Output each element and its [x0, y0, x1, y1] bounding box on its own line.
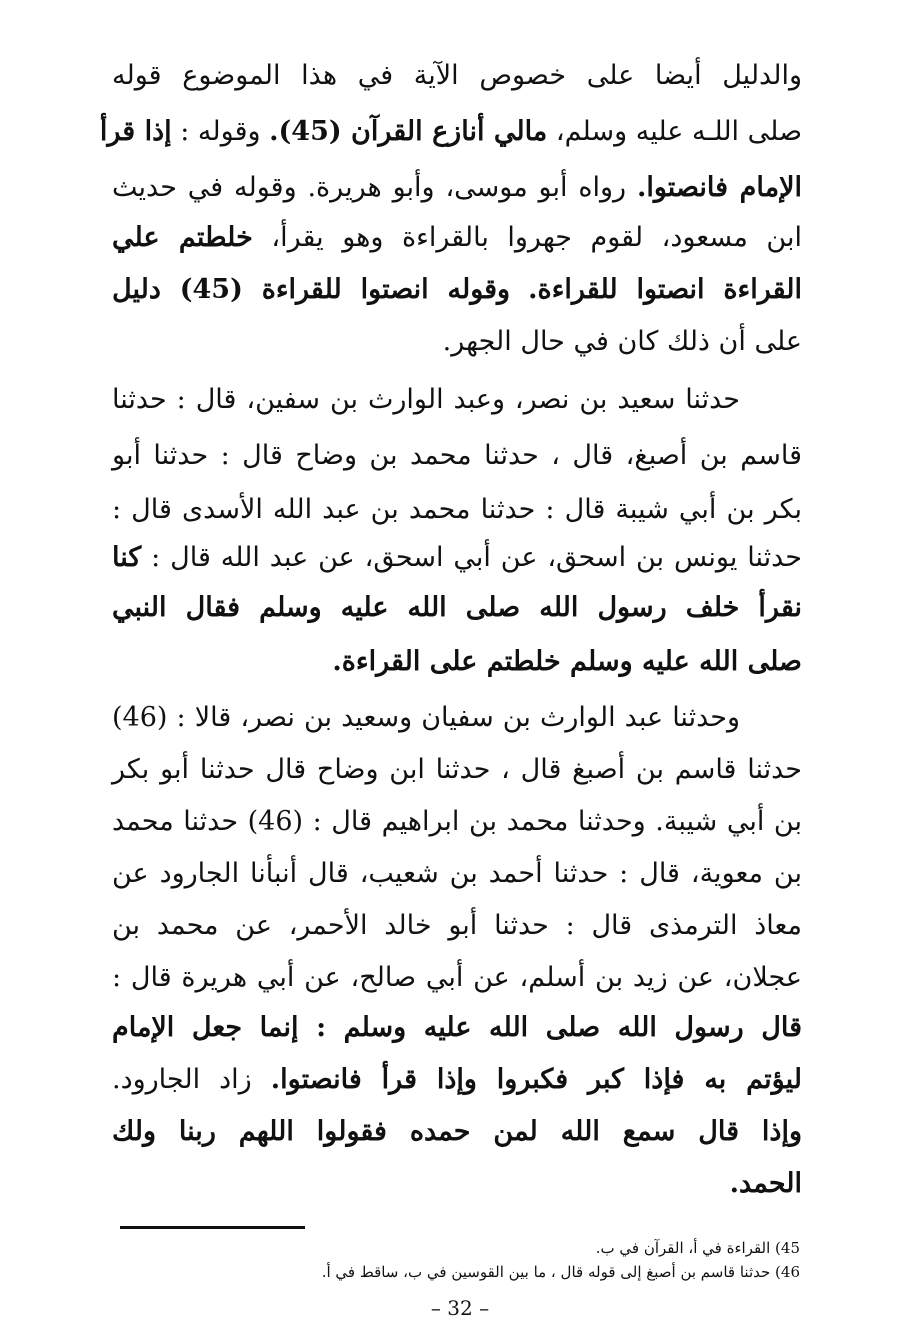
- text-line: نقرأ خلف رسول الله صلى الله عليه وسلم فقال النبي: [112, 592, 802, 623]
- text-line: بن معوية، قال : حدثنا أحمد بن شعيب، قال أنبأنا الجارود عن: [112, 858, 802, 889]
- text-line: على أن ذلك كان في حال الجهر.: [442, 326, 802, 357]
- footnote-rule: [120, 1226, 305, 1229]
- text-line: بن أبي شيبة. وحدثنا محمد بن ابراهيم قال : (46) حدثنا محمد: [112, 806, 803, 837]
- text-line: وحدثنا عبد الوارث بن سفيان وسعيد بن نصر، قالا : (46): [112, 702, 740, 733]
- footnote: 46) حدثنا قاسم بن أصبغ إلى قوله قال ، ما بين القوسين في ب، ساقط في أ.: [321, 1263, 800, 1281]
- text-line: حدثنا قاسم بن أصبغ قال ، حدثنا ابن وضاح قال حدثنا أبو بكر: [112, 754, 802, 785]
- text-line: حدثنا يونس بن اسحق، عن أبي اسحق، عن عبد الله قال : كنا: [112, 542, 802, 573]
- text-line: ابن مسعود، لقوم جهروا بالقراءة وهو يقرأ، خلطتم علي: [112, 222, 802, 253]
- text-line: الحمد.: [729, 1168, 802, 1199]
- text-line: قال رسول الله صلى الله عليه وسلم : إنما جعل الإمام: [112, 1012, 802, 1043]
- text-line: معاذ الترمذى قال : حدثنا أبو خالد الأحمر، عن محمد بن: [112, 910, 802, 941]
- text-line: وإذا قال سمع الله لمن حمده فقولوا اللهم ربنا ولك: [112, 1116, 802, 1147]
- text-line: قاسم بن أصبغ، قال ، حدثنا محمد بن وضاح قال : حدثنا أبو: [112, 440, 802, 471]
- text-line: حدثنا سعيد بن نصر، وعبد الوارث بن سفين، قال : حدثنا: [112, 384, 740, 415]
- text-line: ليؤتم به فإذا كبر فكبروا وإذا قرأ فانصتوا. زاد الجارود.: [112, 1064, 802, 1095]
- text-line: عجلان، عن زيد بن أسلم، عن أبي صالح، عن أبي هريرة قال :: [112, 962, 802, 993]
- text-line: بكر بن أبي شيبة قال : حدثنا محمد بن عبد الله الأسدى قال :: [112, 494, 802, 525]
- text-line: والدليل أيضا على خصوص الآية في هذا الموضوع قوله: [112, 60, 802, 91]
- page-number: – 32 –: [430, 1296, 490, 1320]
- text-line: القراءة انصتوا للقراءة. وقوله انصتوا للقراءة (45) دليل: [112, 274, 802, 305]
- text-line: صلى اللـه عليه وسلم، مالي أنازع القرآن (45). وقوله : إذا قرأ: [99, 116, 802, 147]
- text-line: صلى الله عليه وسلم خلطتم على القراءة.: [332, 646, 802, 677]
- text-line: الإمام فانصتوا. رواه أبو موسى، وأبو هريرة. وقوله في حديث: [112, 172, 802, 203]
- footnote: 45) القراءة في أ، القرآن في ب.: [595, 1239, 800, 1257]
